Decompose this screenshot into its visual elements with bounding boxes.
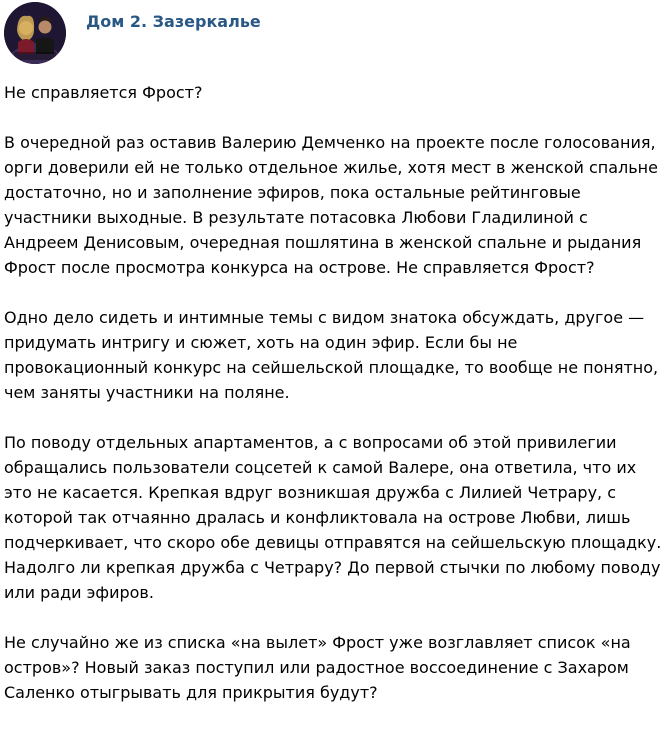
post-paragraph-3: По поводу отдельных апартаментов, а с вопросами об этой привилегии обращались пользователи соцсетей к самой Валере, она ответила, что их это не касается. Крепкая вдруг возникшая дружба с Лилией Четрару, с которой так отчаянно дралась и конфликтовала на острове Любви, лишь подчеркивает, что скоро обе девицы отправятся на сейшельскую площадку. Надолго ли крепкая дружба с Четрару? До первой стычки по любому поводу или ради эфиров.: [4, 433, 662, 602]
post-header: [0, 0, 670, 70]
avatar-image: [4, 2, 66, 64]
post-title: Не справляется Фрост?: [4, 83, 203, 102]
post-paragraph-4: Не случайно же из списка «на вылет» Фрост уже возглавляет список «на остров»? Новый заказ поступил или радостное воссоединение с Захаром Саленко отыгрывать для прикрытия будут?: [4, 633, 631, 702]
community-name-link[interactable]: Дом 2. Зазеркалье: [86, 12, 261, 31]
post-body: [4, 80, 664, 730]
post-paragraph-1: В очередной раз оставив Валерию Демченко на проекте после голосования, орги доверили ей не только отдельное жилье, хотя мест в женской спальне достаточно, но и заполнение эфиров, пока остальные рейтинговые участники выходные. В результате потасовка Любови Гладилиной с Андреем Денисовым, очередная пошлятина в женской спальне и рыдания Фрост после просмотра конкурса на острове. Не справляется Фрост?: [4, 133, 658, 277]
community-avatar[interactable]: [4, 2, 66, 64]
post-paragraph-2: Одно дело сидеть и интимные темы с видом знатока обсуждать, другое — придумать интригу и сюжет, хоть на один эфир. Если бы не провокационный конкурс на сейшельской площадке, то вообще не понятно, чем заняты участники на поляне.: [4, 308, 659, 402]
